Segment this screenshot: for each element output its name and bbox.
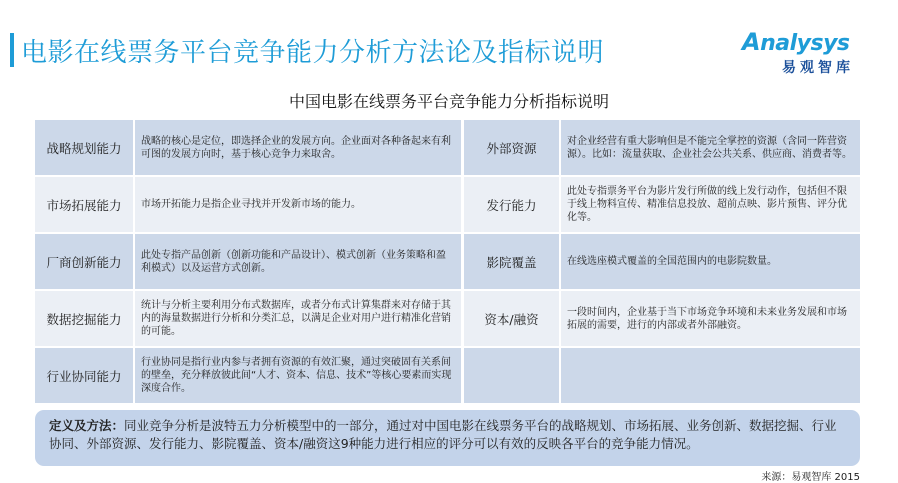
indicator-description: 此处专指产品创新（创新功能和产品设计）、模式创新（业务策略和盈利模式）以及运营方式创新。 — [133, 234, 461, 291]
indicator-description: 对企业经营有重大影响但是不能完全掌控的资源（含同一阵营资源）。比如：流量获取、企业社会公共关系、供应商、消费者等。 — [559, 120, 860, 177]
table-title: 中国电影在线票务平台竞争能力分析指标说明 — [288, 92, 609, 111]
logo-a-mark: A — [742, 28, 761, 56]
definition-label: 定义及方法： — [49, 418, 125, 433]
logo-chinese: 易观智库 — [782, 60, 854, 76]
indicator-label: 市场拓展能力 — [35, 177, 133, 234]
definition-box — [35, 410, 860, 466]
indicator-label: 行业协同能力 — [35, 348, 133, 405]
logo-wordmark — [742, 28, 850, 56]
source-note: 来源：易观智库 2015 — [761, 472, 860, 483]
indicator-description-empty — [559, 348, 860, 405]
indicator-table — [35, 120, 860, 405]
indicator-description: 行业协同是指行业内参与者拥有资源的有效汇聚，通过突破固有关系间的壁垒，充分释放彼此间“人才、资本、信息、技术”等核心要素而实现深度合作。 — [133, 348, 461, 405]
indicator-label-empty — [461, 348, 559, 405]
indicator-description: 统计与分析主要利用分布式数据库，或者分布式计算集群来对存储于其内的海量数据进行分析和分类汇总，以满足企业对用户进行精准化营销的可能。 — [133, 291, 461, 348]
indicator-label: 厂商创新能力 — [35, 234, 133, 291]
indicator-description: 此处专指票务平台为影片发行所做的线上发行动作，包括但不限于线上物料宣传、精准信息投放、超前点映、影片预售、评分优化等。 — [559, 177, 860, 234]
indicator-label: 发行能力 — [461, 177, 559, 234]
indicator-label: 影院覆盖 — [461, 234, 559, 291]
indicator-label: 外部资源 — [461, 120, 559, 177]
analysys-logo — [742, 28, 882, 80]
definition-text: 同业竞争分析是波特五力分析模型中的一部分，通过对中国电影在线票务平台的战略规划、市场拓展、业务创新、数据挖掘、行业协同、外部资源、发行能力、影院覆盖、资本/融资这9种能力进行相应的评分可以有效的反映各平台的竞争能力情况。 — [49, 418, 837, 451]
indicator-label: 数据挖掘能力 — [35, 291, 133, 348]
indicator-label: 资本/融资 — [461, 291, 559, 348]
title-accent-bar — [10, 33, 14, 67]
page-title: 电影在线票务平台竞争能力分析方法论及指标说明 — [21, 38, 605, 68]
indicator-description: 战略的核心是定位，即选择企业的发展方向。企业面对各种备起来有利可图的发展方向时，基于核心竞争力来取舍。 — [133, 120, 461, 177]
logo-text: nalysys — [760, 31, 850, 56]
indicator-description: 一段时间内，企业基于当下市场竞争环境和未来业务发展和市场拓展的需要，进行的内部或者外部融资。 — [559, 291, 860, 348]
indicator-description: 在线选座模式覆盖的全国范围内的电影院数量。 — [559, 234, 860, 291]
indicator-description: 市场开拓能力是指企业寻找并开发新市场的能力。 — [133, 177, 461, 234]
indicator-label: 战略规划能力 — [35, 120, 133, 177]
